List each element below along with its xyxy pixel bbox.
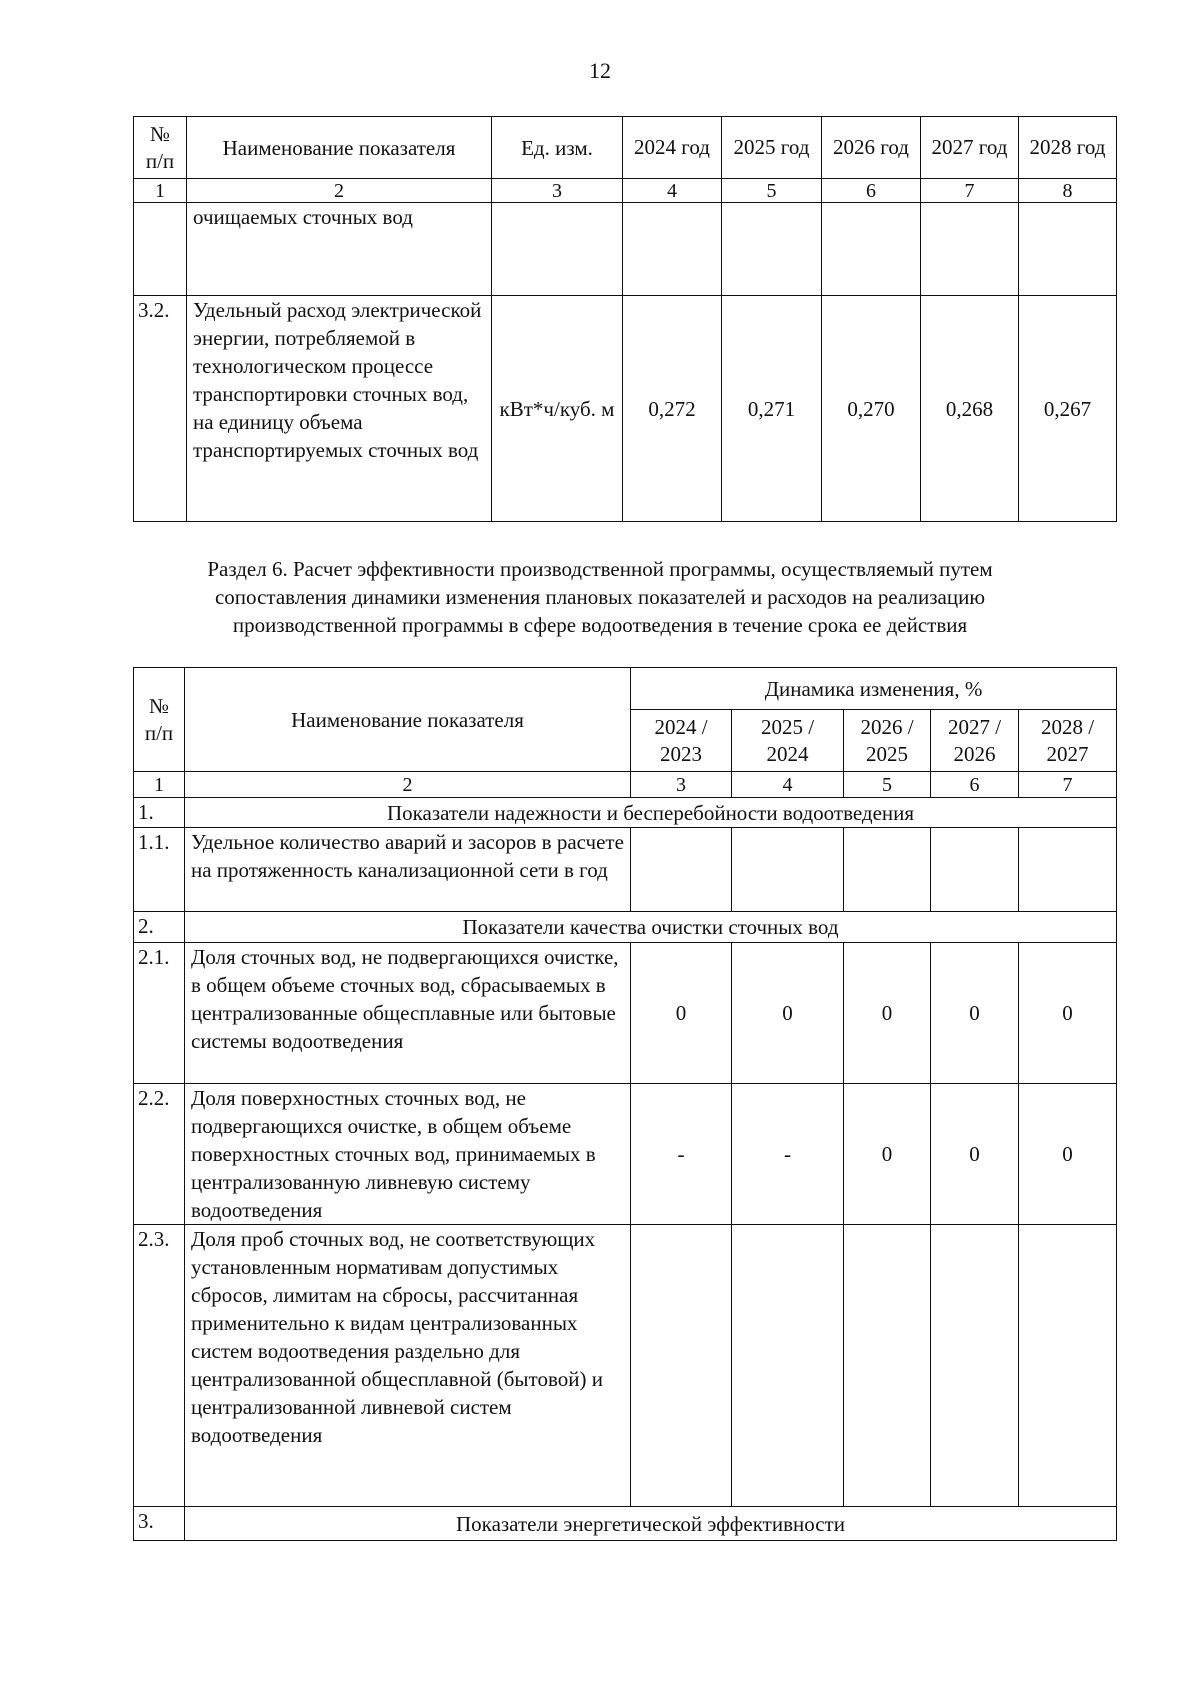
table-header-row [134, 668, 1117, 710]
column-number: 5 [722, 179, 822, 203]
section-title: Раздел 6. Расчет эффективности производственной программы, осуществляемый путем сопоставления динамики изменения плановых показателей и расходов на реализацию производственной программы в сфере водоотведения в течение срока ее действия [207, 557, 993, 637]
header-name: Наименование показателя [187, 117, 492, 179]
value-cell: 0 [931, 943, 1019, 1084]
value-cell [1019, 828, 1117, 912]
header-year: 2024 год [623, 117, 722, 179]
row-number: 2. [134, 912, 185, 943]
column-number: 1 [134, 179, 187, 203]
value-cell [822, 203, 921, 296]
table-row [134, 1084, 1117, 1225]
column-number: 2 [185, 772, 631, 798]
column-number: 6 [931, 772, 1019, 798]
value-cell [631, 1225, 732, 1507]
table-row [134, 1225, 1117, 1507]
row-number: 1. [134, 798, 185, 828]
unit-cell: кВт*ч/куб. м [492, 296, 623, 522]
header-period: 2026 / 2025 [844, 710, 931, 772]
row-number: 3.2. [134, 296, 187, 522]
section-row [134, 798, 1117, 828]
row-number: 2.2. [134, 1084, 185, 1225]
value-cell: - [732, 1084, 844, 1225]
value-cell: - [631, 1084, 732, 1225]
column-number: 3 [492, 179, 623, 203]
indicator-name: очищаемых сточных вод [187, 203, 492, 296]
value-cell [732, 1225, 844, 1507]
header-num: № п/п [134, 668, 185, 772]
column-number: 6 [822, 179, 921, 203]
column-number: 1 [134, 772, 185, 798]
section-heading: Показатели энергетической эффективности [185, 1507, 1117, 1541]
column-number: 5 [844, 772, 931, 798]
indicator-name: Доля поверхностных сточных вод, не подвергающихся очистке, в общем объеме поверхностных сточных вод, принимаемых в централизованную ливневую систему водоотведения [185, 1084, 631, 1225]
header-period: 2025 / 2024 [732, 710, 844, 772]
value-cell [631, 828, 732, 912]
indicator-name: Удельный расход электрической энергии, потребляемой в технологическом процессе транспортировки сточных вод, на единицу объема транспортируемых сточных вод [187, 296, 492, 522]
efficiency-dynamics-table [133, 667, 1117, 1541]
value-cell [623, 203, 722, 296]
column-number: 4 [732, 772, 844, 798]
header-year: 2027 год [921, 117, 1019, 179]
table-row [134, 203, 1117, 296]
value-cell: 0,270 [822, 296, 921, 522]
header-num: № п/п [134, 117, 187, 179]
column-number: 7 [1019, 772, 1117, 798]
value-cell: 0,272 [623, 296, 722, 522]
header-year: 2026 год [822, 117, 921, 179]
indicator-name: Доля проб сточных вод, не соответствующих установленным нормативам допустимых сбросов, лимитам на сбросы, рассчитанная применительно к видам централизованных систем водоотведения раздельно для централизованной общесплавной (бытовой) и централизованной ливневой систем водоотведения [185, 1225, 631, 1507]
value-cell: 0 [1019, 1084, 1117, 1225]
section-heading: Показатели качества очистки сточных вод [185, 912, 1117, 943]
column-number: 2 [187, 179, 492, 203]
section-heading: Показатели надежности и бесперебойности водоотведения [185, 798, 1117, 828]
value-cell: 0 [1019, 943, 1117, 1084]
value-cell: 0,271 [722, 296, 822, 522]
header-year: 2025 год [722, 117, 822, 179]
column-number-row [134, 179, 1117, 203]
table-row [134, 828, 1117, 912]
value-cell: 0,268 [921, 296, 1019, 522]
header-dynamics-group: Динамика изменения, % [631, 668, 1117, 710]
unit-cell [492, 203, 623, 296]
row-number: 2.1. [134, 943, 185, 1084]
value-cell: 0 [931, 1084, 1019, 1225]
value-cell [1019, 203, 1117, 296]
value-cell [844, 828, 931, 912]
table-header-row [134, 117, 1117, 179]
table-row [134, 943, 1117, 1084]
value-cell: 0,267 [1019, 296, 1117, 522]
value-cell: 0 [844, 943, 931, 1084]
row-number [134, 203, 187, 296]
section-row [134, 1507, 1117, 1541]
value-cell [732, 828, 844, 912]
row-number: 2.3. [134, 1225, 185, 1507]
header-unit: Ед. изм. [492, 117, 623, 179]
value-cell [931, 1225, 1019, 1507]
row-number: 3. [134, 1507, 185, 1541]
row-number: 1.1. [134, 828, 185, 912]
production-indicators-table [133, 116, 1117, 522]
column-number: 3 [631, 772, 732, 798]
section-row [134, 912, 1117, 943]
value-cell [722, 203, 822, 296]
page-number: 12 [589, 58, 611, 83]
value-cell [1019, 1225, 1117, 1507]
value-cell: 0 [732, 943, 844, 1084]
column-number-row [134, 772, 1117, 798]
value-cell [931, 828, 1019, 912]
column-number: 8 [1019, 179, 1117, 203]
table-row [134, 296, 1117, 522]
column-number: 7 [921, 179, 1019, 203]
header-period: 2028 / 2027 [1019, 710, 1117, 772]
header-name: Наименование показателя [185, 668, 631, 772]
value-cell: 0 [844, 1084, 931, 1225]
header-year: 2028 год [1019, 117, 1117, 179]
column-number: 4 [623, 179, 722, 203]
value-cell: 0 [631, 943, 732, 1084]
value-cell [921, 203, 1019, 296]
header-period: 2024 / 2023 [631, 710, 732, 772]
value-cell [844, 1225, 931, 1507]
indicator-name: Удельное количество аварий и засоров в расчете на протяженность канализационной сети в год [185, 828, 631, 912]
header-period: 2027 / 2026 [931, 710, 1019, 772]
indicator-name: Доля сточных вод, не подвергающихся очистке, в общем объеме сточных вод, сбрасываемых в централизованные общесплавные или бытовые системы водоотведения [185, 943, 631, 1084]
